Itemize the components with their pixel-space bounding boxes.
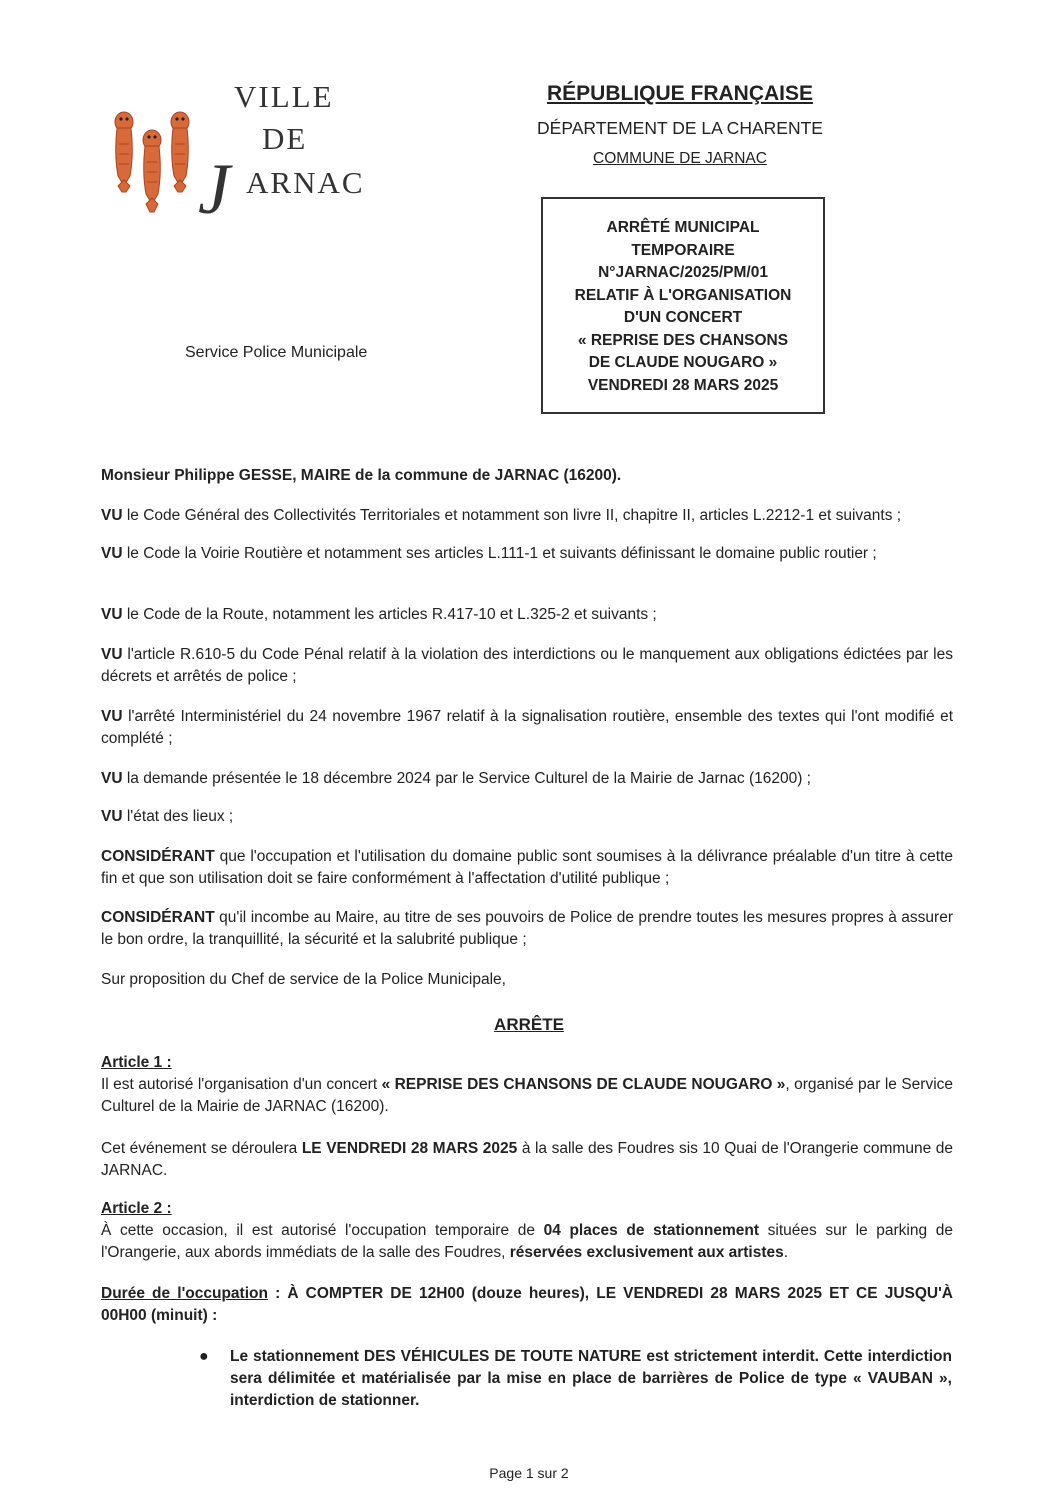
ville-de-jarnac-logo: [100, 79, 390, 242]
logo-line-ville: VILLE: [234, 79, 334, 114]
vu-paragraph: [101, 706, 953, 750]
logo-line-arnac: ARNAC: [246, 165, 365, 200]
vu-label: VU: [101, 808, 123, 825]
article1-paragraph1: [101, 1074, 953, 1118]
vu-paragraph: [101, 543, 953, 565]
parking-places: 04 places de stationnement: [543, 1222, 760, 1239]
vu-label: VU: [101, 770, 123, 787]
decree-title-line: D'UN CONCERT: [623, 309, 743, 326]
vu-label: VU: [101, 606, 123, 623]
vu-paragraph: [101, 604, 953, 626]
decree-title-line: VENDREDI 28 MARS 2025: [587, 376, 779, 394]
reserved-note: réservées exclusivement aux artistes: [509, 1244, 784, 1261]
vu-text: l'arrêté Interministériel du 24 novembre 1967 relatif à la signalisation routière, ensemble des textes qui l'ont modifié et complété ;: [101, 708, 953, 747]
concert-title: « REPRISE DES CHANSONS DE CLAUDE NOUGARO »: [381, 1076, 786, 1093]
event-date: LE VENDREDI 28 MARS 2025: [301, 1140, 518, 1157]
article1-text: , organisé par le Service Culturel de la Mairie de JARNAC (16200).: [101, 1076, 954, 1115]
decree-title-line: « REPRISE DES CHANSONS: [577, 331, 789, 349]
article1-text: Il est autorisé l'organisation d'un concert: [101, 1076, 382, 1093]
vu-paragraph: [101, 644, 953, 688]
considerant-paragraph: [101, 846, 953, 890]
article2-paragraph1: [101, 1220, 953, 1264]
decree-title-box: [541, 197, 825, 414]
article2-text: À cette occasion, il est autorisé l'occupation temporaire de: [101, 1222, 544, 1239]
commune-title: COMMUNE DE JARNAC: [593, 150, 767, 167]
parking-ban-bullet: Le stationnement DES VÉHICULES DE TOUTE NATURE est strictement interdit. Cette interdiction sera délimitée et matérialisée par la mise en place de barrières de Police de type « VAUBAN », interdiction de stationner.: [230, 1348, 952, 1409]
considerant-text: que l'occupation et l'utilisation du domaine public sont soumises à la délivrance préalable d'un titre à cette fin et que son utilisation doit se faire conformément à l'affectation d'utilité publique ;: [101, 848, 953, 887]
vu-label: VU: [101, 545, 123, 562]
vu-label: VU: [101, 708, 123, 725]
vu-paragraph: [101, 806, 953, 828]
republic-title: RÉPUBLIQUE FRANÇAISE: [546, 82, 814, 105]
decree-title-line: TEMPORAIRE: [631, 241, 735, 259]
fish-emblem-icon: [100, 94, 210, 224]
vu-label: VU: [101, 646, 123, 663]
republic-header: [500, 80, 860, 170]
article1-text: Cet événement se déroulera: [101, 1140, 302, 1157]
decree-title-line: N°JARNAC/2025/PM/01: [598, 264, 768, 281]
decree-title-line: RELATIF À L'ORGANISATION: [574, 286, 792, 304]
article2-heading: Article 2 :: [101, 1200, 172, 1217]
considerant-label: CONSIDÉRANT: [101, 909, 215, 926]
mayor-line: Monsieur Philippe GESSE, MAIRE de la commune de JARNAC (16200).: [101, 467, 622, 484]
logo-line-de: DE: [262, 121, 308, 156]
arrete-heading: ARRÊTE: [494, 1015, 564, 1034]
decree-title-line: ARRÊTÉ MUNICIPAL: [606, 219, 760, 236]
article2-text: situées sur le parking de l'Orangerie, aux abords immédiats de la salle des Foudres,: [101, 1222, 953, 1261]
vu-text: l'état des lieux ;: [126, 808, 234, 825]
considerant-text: qu'il incombe au Maire, au titre de ses pouvoirs de Police de prendre toutes les mesures propres à assurer le bon ordre, la tranquillité, la sécurité et la salubrité publique ;: [101, 909, 953, 948]
vu-paragraph: [101, 505, 953, 527]
vu-label: VU: [101, 507, 123, 524]
logo-initial-j: J: [198, 149, 230, 229]
considerant-label: CONSIDÉRANT: [101, 848, 215, 865]
decree-title-line: DE CLAUDE NOUGARO »: [588, 354, 778, 371]
vu-text: l'article R.610-5 du Code Pénal relatif à la violation des interdictions ou le manquement aux obligations édictées par les décrets et arrêtés de police ;: [101, 646, 953, 685]
duree-text: : À COMPTER DE 12H00 (douze heures), LE VENDREDI 28 MARS 2025 ET CE JUSQU'À 00H00 (minuit) :: [101, 1285, 953, 1324]
vu-text: le Code la Voirie Routière et notamment ses articles L.111-1 et suivants définissant le domaine public routier ;: [126, 545, 877, 562]
proposition-line: Sur proposition du Chef de service de la Police Municipale,: [101, 971, 506, 988]
department-title: DÉPARTEMENT DE LA CHARENTE: [537, 118, 823, 138]
duree-label: Durée de l'occupation: [101, 1285, 268, 1302]
article2-text: .: [783, 1244, 789, 1261]
vu-paragraph: [101, 768, 953, 790]
vu-text: le Code Général des Collectivités Territoriales et notamment son livre II, chapitre II, articles L.2212-1 et suivants ;: [126, 507, 902, 524]
bullet-icon: ●: [199, 1348, 209, 1365]
vu-text: la demande présentée le 18 décembre 2024 par le Service Culturel de la Mairie de Jarnac (16200) ;: [126, 770, 811, 787]
article1-text: à la salle des Foudres sis 10 Quai de l'Orangerie commune de JARNAC.: [101, 1140, 953, 1179]
article1-heading: Article 1 :: [101, 1054, 172, 1071]
considerant-paragraph: [101, 907, 953, 951]
decree-title-lines: [543, 199, 823, 397]
vu-text: le Code de la Route, notamment les articles R.417-10 et L.325-2 et suivants ;: [126, 606, 657, 623]
service-label: Service Police Municipale: [185, 344, 368, 361]
duree-paragraph: [101, 1283, 953, 1327]
page-number: Page 1 sur 2: [489, 1465, 569, 1481]
article1-paragraph2: [101, 1138, 953, 1182]
